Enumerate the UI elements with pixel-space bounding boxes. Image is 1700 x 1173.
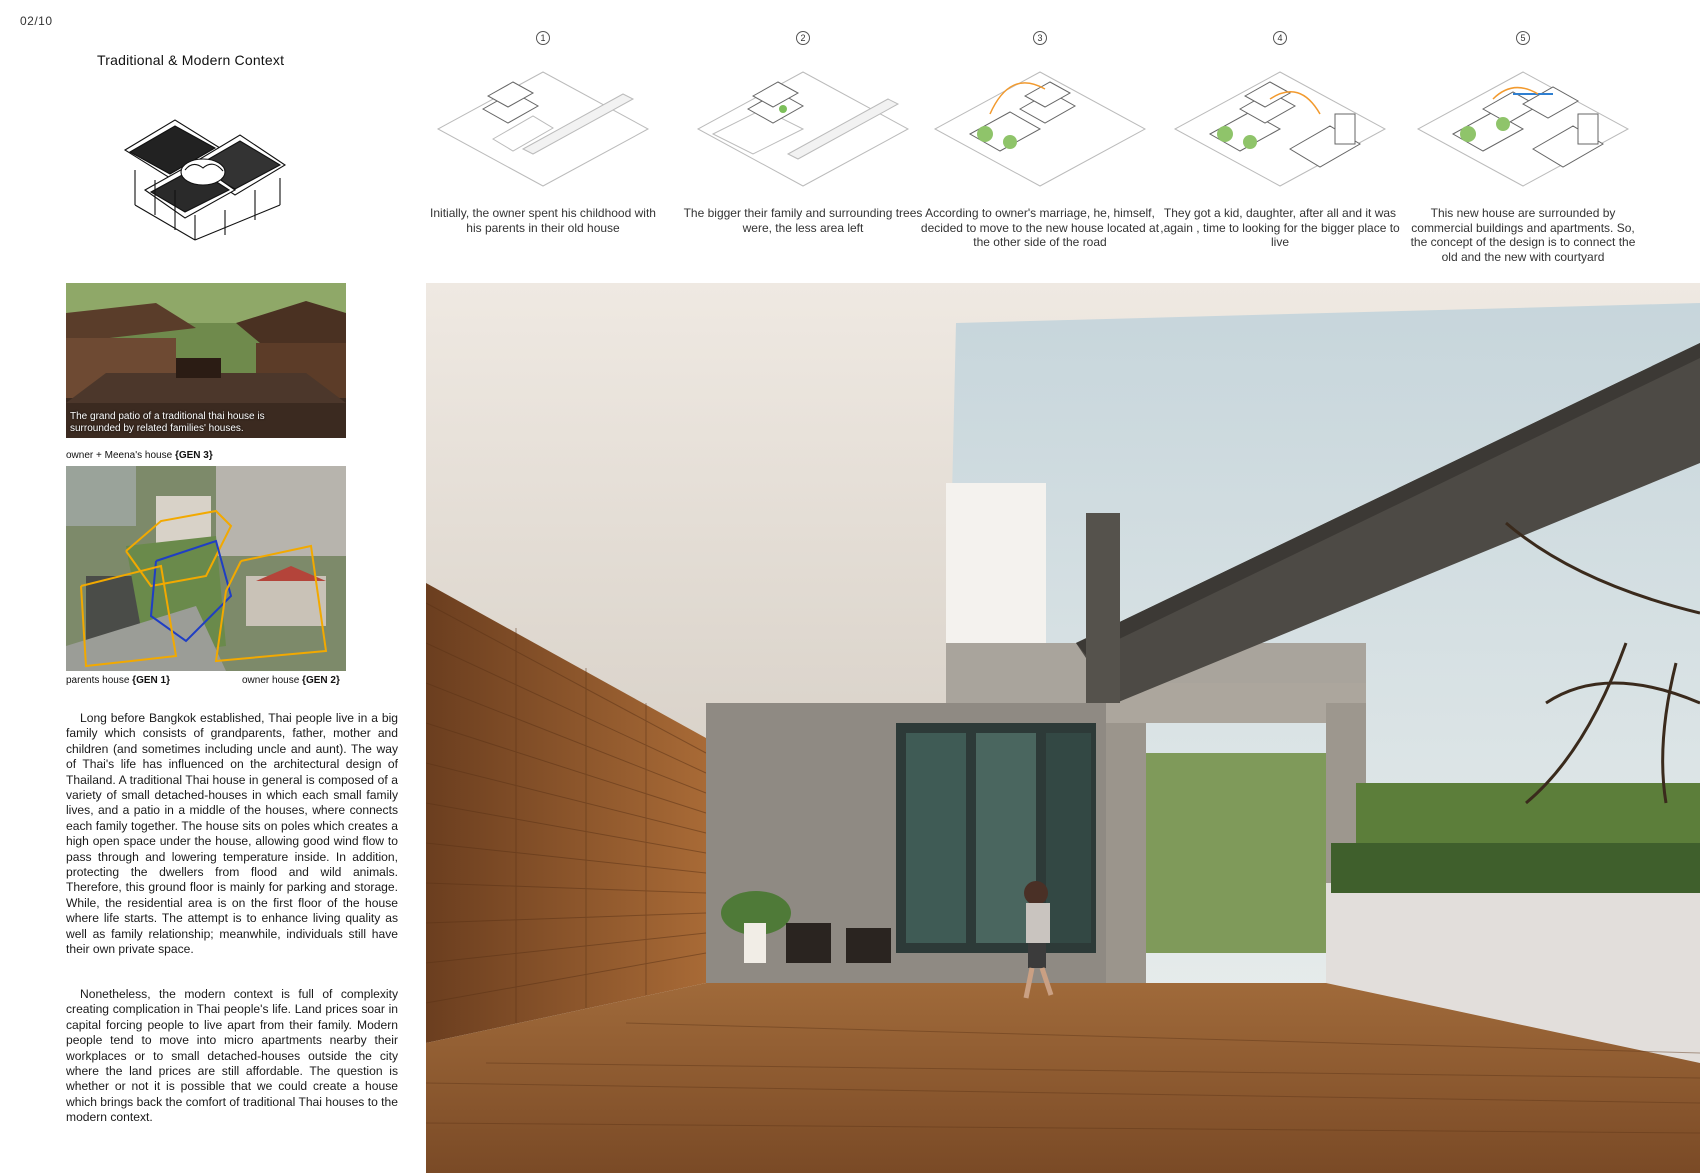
gen2-label: owner house {GEN 2}	[242, 675, 340, 686]
main-terrace-photo	[426, 283, 1700, 1173]
context-paragraph: Nonetheless, the modern context is full of complexity creating complication in Thai people's life. Land prices soar in capital forcing people to live apart from their family. Modern people tend to move into micro apartments nearby their workplaces or to small detached-houses outside the city where the land prices are still affordable. The question is whether or not it is possible that we could create a house which brings back the comfort of traditional Thai houses to the modern context.	[66, 987, 398, 1125]
step-number: 2	[796, 31, 810, 45]
step-5	[1403, 28, 1643, 264]
isometric-diagram	[693, 54, 913, 194]
step-3	[920, 28, 1160, 250]
isometric-diagram	[433, 54, 653, 194]
patio-caption: The grand patio of a traditional thai house is surrounded by related families' houses.	[70, 411, 265, 434]
aerial-site-photo	[66, 466, 346, 671]
page-number: 02/10	[20, 14, 53, 28]
step-number: 4	[1273, 31, 1287, 45]
step-number: 5	[1516, 31, 1530, 45]
intro-paragraph: Long before Bangkok established, Thai people live in a big family which consists of grandparents, father, mother and children (and sometimes including uncle and aunt). The way of Thai's life has influenced on the architectural design of Thailand. A traditional Thai house in general is composed of a variety of small detached-houses in which each small family lives, and a patio in a middle of the houses, where connects each family together. The house sits on poles which creates a high open space under the house, allowing good wind flow to pass through and lowering temperature inside. In addition, protecting the dwellers from flood and wild animals. Therefore, this ground floor is mainly for parking and storage. While, the residential area is on the first floor of the house where life starts. The attempt is to enhance living quality as well as family relationship; meanwhile, individuals still have their own private space.	[66, 711, 398, 957]
step-2	[683, 28, 923, 235]
isometric-diagram	[930, 54, 1150, 194]
step-caption: According to owner's marriage, he, himself, decided to move to the new house located at the other side of the road	[920, 206, 1160, 249]
isometric-diagram	[1170, 54, 1390, 194]
step-4	[1160, 28, 1400, 250]
traditional-house-sketch	[115, 110, 295, 245]
gen3-label: owner + Meena's house {GEN 3}	[66, 450, 213, 461]
gen1-label: parents house {GEN 1}	[66, 675, 170, 686]
isometric-diagram	[1413, 54, 1633, 194]
step-number: 3	[1033, 31, 1047, 45]
step-caption: The bigger their family and surrounding trees were, the less area left	[683, 206, 923, 235]
step-caption: This new house are surrounded by commercial buildings and apartments. So, the concept of the design is to connect the old and the new with courtyard	[1410, 206, 1636, 264]
step-number: 1	[536, 31, 550, 45]
step-1	[423, 28, 663, 235]
section-title: Traditional & Modern Context	[97, 52, 285, 68]
step-caption: They got a kid, daughter, after all and it was ,again , time to looking for the bigger place to live	[1160, 206, 1400, 249]
traditional-patio-photo	[66, 283, 346, 438]
step-caption: Initially, the owner spent his childhood with his parents in their old house	[430, 206, 656, 235]
